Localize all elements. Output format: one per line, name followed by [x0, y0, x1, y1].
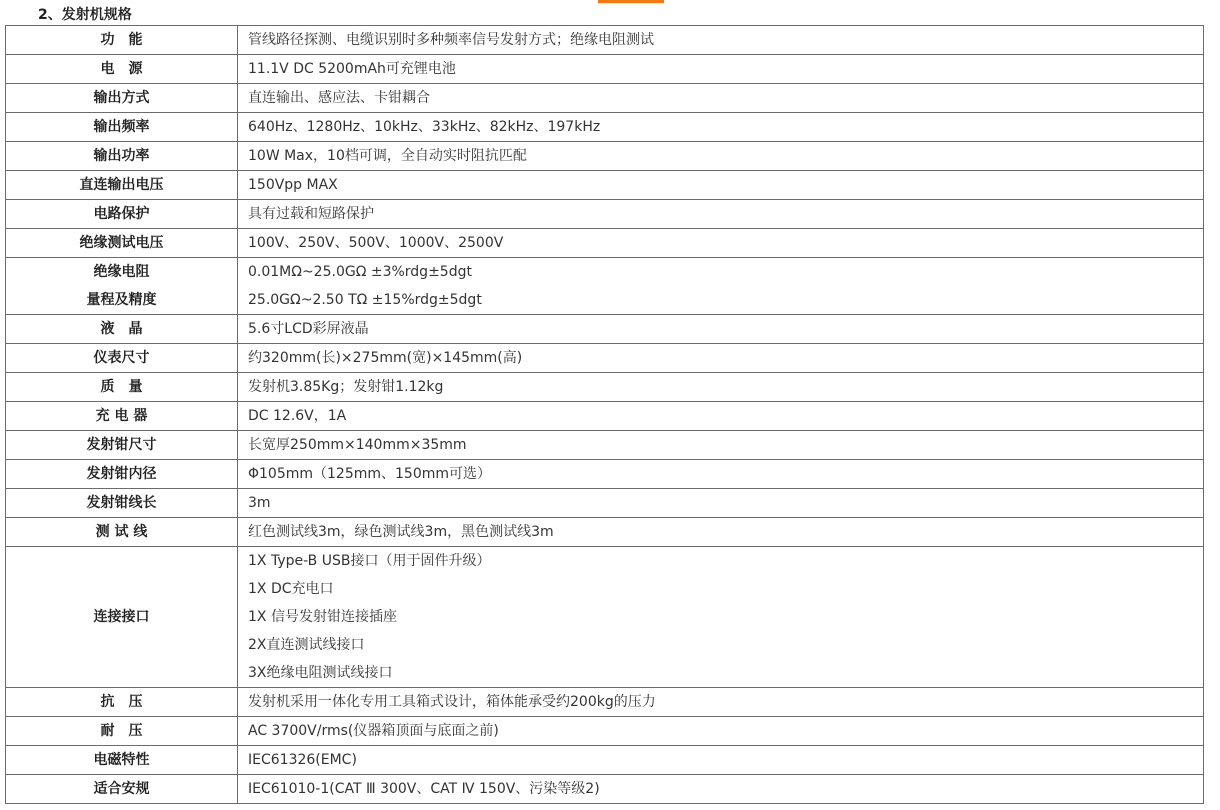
- spec-label: 输出方式: [93, 90, 150, 106]
- spec-label: 发射钳尺寸: [86, 437, 157, 453]
- spec-value-cell: [238, 431, 1204, 460]
- spec-value: IEC61326(EMC): [248, 752, 357, 768]
- spec-table-body: [6, 26, 1204, 804]
- table-row: [6, 55, 1204, 84]
- spec-value-cell: [238, 489, 1204, 518]
- spec-label: 电磁特性: [93, 752, 150, 768]
- spec-value-cell: [238, 460, 1204, 489]
- spec-label-cell: [6, 55, 238, 84]
- spec-label: 测 试 线: [95, 524, 148, 540]
- spec-label: 充 电 器: [95, 408, 148, 424]
- spec-value: 10W Max，10档可调，全自动实时阻抗匹配: [248, 148, 527, 164]
- spec-label-cell: [6, 775, 238, 804]
- spec-value: AC 3700V/rms(仪器箱顶面与底面之前): [248, 723, 499, 739]
- spec-value-cell: [238, 373, 1204, 402]
- spec-value: 约320mm(长)×275mm(宽)×145mm(高): [248, 350, 523, 366]
- spec-value-cell: [238, 547, 1204, 688]
- spec-value: 管线路径探测、电缆识别时多种频率信号发射方式；绝缘电阻测试: [248, 32, 654, 48]
- spec-value-cell: [238, 518, 1204, 547]
- spec-label-cell: [6, 547, 238, 688]
- spec-value: 具有过载和短路保护: [248, 206, 374, 222]
- spec-label: 适合安规: [93, 781, 150, 797]
- spec-value: Φ105mm（125mm、150mm可选）: [248, 466, 492, 482]
- spec-value-cell: [238, 344, 1204, 373]
- spec-label-cell: [6, 258, 238, 315]
- spec-label-cell: [6, 84, 238, 113]
- spec-label: 耐 压: [100, 723, 143, 739]
- spec-value-cell: [238, 171, 1204, 200]
- spec-value: 5.6寸LCD彩屏液晶: [248, 321, 369, 337]
- spec-label: 输出功率: [93, 148, 150, 164]
- table-row: [6, 431, 1204, 460]
- spec-value-cell: [238, 142, 1204, 171]
- table-row: [6, 775, 1204, 804]
- spec-label: 电 源: [100, 61, 143, 77]
- spec-value: 640Hz、1280Hz、10kHz、33kHz、82kHz、197kHz: [248, 119, 601, 135]
- spec-value: 2X直连测试线接口: [248, 637, 365, 653]
- spec-value: 25.0GΩ~2.50 TΩ ±15%rdg±5dgt: [248, 292, 482, 308]
- spec-value-cell: [238, 315, 1204, 344]
- table-row: [6, 717, 1204, 746]
- table-row: [6, 229, 1204, 258]
- spec-value: 0.01MΩ~25.0GΩ ±3%rdg±5dgt: [248, 264, 472, 280]
- table-row: [6, 547, 1204, 688]
- spec-table: [5, 25, 1204, 804]
- spec-label: 仪表尺寸: [93, 350, 150, 366]
- spec-label: 抗 压: [100, 694, 143, 710]
- spec-label: 电路保护: [93, 206, 150, 222]
- spec-label: 液 晶: [100, 321, 143, 337]
- spec-value-cell: [238, 258, 1204, 315]
- table-row: [6, 258, 1204, 315]
- section-title: 2、发射机规格: [38, 7, 132, 23]
- table-row: [6, 489, 1204, 518]
- spec-value-cell: [238, 688, 1204, 717]
- table-row: [6, 315, 1204, 344]
- spec-label: 量程及精度: [86, 292, 157, 308]
- spec-value: 11.1V DC 5200mAh可充锂电池: [248, 61, 456, 77]
- spec-value-cell: [238, 200, 1204, 229]
- table-row: [6, 688, 1204, 717]
- spec-label: 功 能: [100, 32, 143, 48]
- spec-label-cell: [6, 344, 238, 373]
- table-row: [6, 402, 1204, 431]
- spec-label-cell: [6, 688, 238, 717]
- spec-value: 1X Type-B USB接口（用于固件升级）: [248, 553, 491, 569]
- spec-value: 直连输出、感应法、卡钳耦合: [248, 90, 430, 106]
- spec-label-cell: [6, 142, 238, 171]
- spec-label-cell: [6, 489, 238, 518]
- spec-label: 输出频率: [93, 119, 150, 135]
- table-row: [6, 142, 1204, 171]
- spec-value-cell: [238, 402, 1204, 431]
- table-row: [6, 373, 1204, 402]
- table-row: [6, 746, 1204, 775]
- spec-value: 长宽厚250mm×140mm×35mm: [248, 437, 467, 453]
- spec-value-cell: [238, 84, 1204, 113]
- table-row: [6, 344, 1204, 373]
- table-row: [6, 518, 1204, 547]
- spec-label-cell: [6, 518, 238, 547]
- spec-value: DC 12.6V，1A: [248, 408, 347, 424]
- spec-label-cell: [6, 402, 238, 431]
- spec-value-cell: [238, 717, 1204, 746]
- spec-label: 绝缘测试电压: [79, 235, 164, 251]
- spec-value: 3m: [248, 495, 271, 511]
- spec-value-cell: [238, 229, 1204, 258]
- spec-label-cell: [6, 200, 238, 229]
- spec-label-cell: [6, 460, 238, 489]
- spec-label-cell: [6, 746, 238, 775]
- top-accent-bar: [598, 0, 664, 3]
- spec-label: 发射钳内径: [86, 466, 157, 482]
- spec-label: 连接接口: [93, 609, 150, 625]
- spec-label-cell: [6, 431, 238, 460]
- spec-label-cell: [6, 229, 238, 258]
- table-row: [6, 171, 1204, 200]
- spec-value: IEC61010-1(CAT Ⅲ 300V、CAT Ⅳ 150V、污染等级2): [248, 781, 600, 797]
- spec-label-cell: [6, 113, 238, 142]
- spec-label: 质 量: [100, 379, 143, 395]
- spec-value: 100V、250V、500V、1000V、2500V: [248, 235, 504, 251]
- spec-value: 红色测试线3m，绿色测试线3m，黑色测试线3m: [248, 524, 554, 540]
- spec-label-cell: [6, 171, 238, 200]
- spec-value: 1X DC充电口: [248, 581, 334, 597]
- table-row: [6, 200, 1204, 229]
- spec-label: 发射钳线长: [86, 495, 157, 511]
- spec-value-cell: [238, 113, 1204, 142]
- table-row: [6, 460, 1204, 489]
- spec-label-cell: [6, 26, 238, 55]
- spec-value: 3X绝缘电阻测试线接口: [248, 665, 393, 681]
- spec-value: 150Vpp MAX: [248, 177, 338, 193]
- spec-value: 1X 信号发射钳连接插座: [248, 609, 397, 625]
- table-row: [6, 84, 1204, 113]
- spec-label-cell: [6, 717, 238, 746]
- spec-value-cell: [238, 26, 1204, 55]
- table-row: [6, 26, 1204, 55]
- spec-label: 直连输出电压: [79, 177, 164, 193]
- spec-value-cell: [238, 55, 1204, 84]
- spec-label-cell: [6, 315, 238, 344]
- spec-label: 绝缘电阻: [93, 264, 150, 280]
- spec-value-cell: [238, 775, 1204, 804]
- table-row: [6, 113, 1204, 142]
- spec-value-cell: [238, 746, 1204, 775]
- spec-value: 发射机3.85Kg；发射钳1.12kg: [248, 379, 444, 395]
- spec-label-cell: [6, 373, 238, 402]
- spec-value: 发射机采用一体化专用工具箱式设计，箱体能承受约200kg的压力: [248, 694, 656, 710]
